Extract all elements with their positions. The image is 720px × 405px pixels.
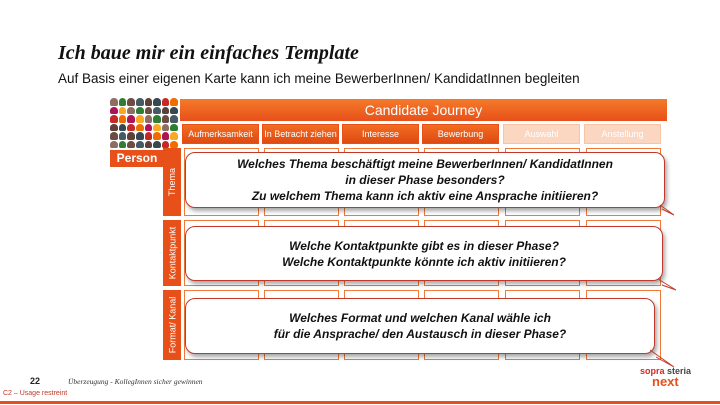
- person-thumbnail: [153, 115, 161, 123]
- person-thumbnail: [145, 115, 153, 123]
- row-label-kontaktpunkt: [163, 220, 181, 286]
- person-thumbnail: [153, 107, 161, 115]
- bubble-thema-line-3: Zu welchem Thema kann ich aktiv eine Ansprache initiieren?: [251, 189, 599, 203]
- person-thumbnail: [153, 124, 161, 132]
- bubble-thema: [185, 152, 665, 208]
- bubble-tail-2: [658, 279, 676, 290]
- bubble-kontaktpunkt: [185, 226, 663, 281]
- person-thumbnail: [162, 107, 170, 115]
- candidate-journey-header: Candidate Journey: [180, 99, 667, 121]
- person-thumbnail: [145, 141, 153, 149]
- bubble-format-kanal-line-2: für die Ansprache/ den Austausch in dieser Phase?: [273, 327, 567, 341]
- bubble-thema-line-1: Welches Thema beschäftigt meine BewerberInnen/ KandidatInnen: [237, 157, 613, 171]
- person-thumbnail: [119, 107, 127, 115]
- person-thumbnail: [162, 124, 170, 132]
- person-thumbnail: [110, 115, 118, 123]
- person-thumbnail: [119, 115, 127, 123]
- person-thumbnail: [136, 107, 144, 115]
- person-thumbnail: [136, 98, 144, 106]
- bubble-thema-line-2: in dieser Phase besonders?: [345, 173, 505, 187]
- bubble-tail-3: [650, 350, 674, 367]
- person-thumbnail: [127, 107, 135, 115]
- person-thumbnail: [153, 132, 161, 140]
- bubble-kontaktpunkt-line-1: Welche Kontaktpunkte gibt es in dieser Phase?: [289, 238, 559, 253]
- logo-sopra: sopra: [640, 366, 665, 376]
- person-thumbnail: [136, 124, 144, 132]
- row-label-format-kanal: [163, 290, 181, 360]
- person-thumbnail: [110, 98, 118, 106]
- person-thumbnail: [119, 132, 127, 140]
- phase-auswahl: Auswahl: [503, 124, 580, 144]
- person-thumbnail: [119, 141, 127, 149]
- person-thumbnail: [119, 124, 127, 132]
- logo-steria: steria: [667, 366, 692, 376]
- slide-title: Ich baue mir ein einfaches Template: [58, 42, 359, 64]
- row-label-format-kanal-text: Format/ Kanal: [167, 296, 177, 354]
- phase-bewerbung: Bewerbung: [422, 124, 499, 144]
- person-thumbnail: [170, 132, 178, 140]
- person-thumbnail: [145, 124, 153, 132]
- usage-label: C2 – Usage restreint: [3, 390, 68, 397]
- person-thumbnail: [127, 124, 135, 132]
- bubble-tail-1: [660, 205, 674, 215]
- person-thumbnail: [162, 141, 170, 149]
- person-thumbnail: [170, 124, 178, 132]
- bubble-format-kanal: [185, 298, 655, 354]
- logo-next: next: [652, 374, 679, 389]
- person-thumbnail: [170, 141, 178, 149]
- bubble-format-kanal-line-1: Welches Format und welchen Kanal wähle ich: [289, 311, 551, 325]
- person-thumbnail: [153, 141, 161, 149]
- person-thumbnail: [162, 132, 170, 140]
- person-thumbnail: [136, 115, 144, 123]
- phase-in-betracht-ziehen: In Betracht ziehen: [262, 124, 339, 144]
- person-thumbnail: [127, 98, 135, 106]
- person-thumbnail: [162, 115, 170, 123]
- row-label-kontaktpunkt-text: Kontaktpunkt: [167, 226, 178, 280]
- person-thumbnail: [153, 98, 161, 106]
- slide-subtitle: Auf Basis einer eigenen Karte kann ich meine BewerberInnen/ KandidatInnen begleiten: [58, 71, 580, 86]
- person-thumbnail: [110, 124, 118, 132]
- person-thumbnail: [136, 132, 144, 140]
- bubble-kontaktpunkt-line-2: Welche Kontaktpunkte könnte ich aktiv initiieren?: [282, 254, 566, 269]
- phase-anstellung: Anstellung: [584, 124, 661, 144]
- person-thumbnail: [145, 107, 153, 115]
- person-thumbnail: [170, 107, 178, 115]
- phase-aufmerksamkeit: Aufmerksamkeit: [182, 124, 259, 144]
- person-thumbnail: [145, 98, 153, 106]
- person-thumbnail: [110, 107, 118, 115]
- person-label: Person: [110, 150, 164, 167]
- phase-interesse: Interesse: [342, 124, 419, 144]
- row-label-thema: [163, 148, 181, 216]
- person-thumbnail: [127, 115, 135, 123]
- page-number: 22: [30, 376, 41, 386]
- person-thumbnail: [136, 141, 144, 149]
- bubble-tails: [640, 195, 680, 375]
- person-thumbnail: [110, 141, 118, 149]
- sopra-steria-next-logo: [640, 366, 710, 396]
- person-thumbnail: [119, 98, 127, 106]
- bottom-accent-line: [0, 401, 720, 404]
- person-thumbnail: [145, 132, 153, 140]
- person-thumbnail: [170, 98, 178, 106]
- person-thumbnail: [110, 132, 118, 140]
- row-label-thema-text: Thema: [167, 167, 178, 197]
- person-thumbnail: [170, 115, 178, 123]
- people-collage-image: [110, 98, 178, 148]
- footer-text: Überzeugung - KollegInnen sicher gewinnen: [68, 377, 203, 386]
- person-thumbnail: [127, 132, 135, 140]
- person-thumbnail: [162, 98, 170, 106]
- person-thumbnail: [127, 141, 135, 149]
